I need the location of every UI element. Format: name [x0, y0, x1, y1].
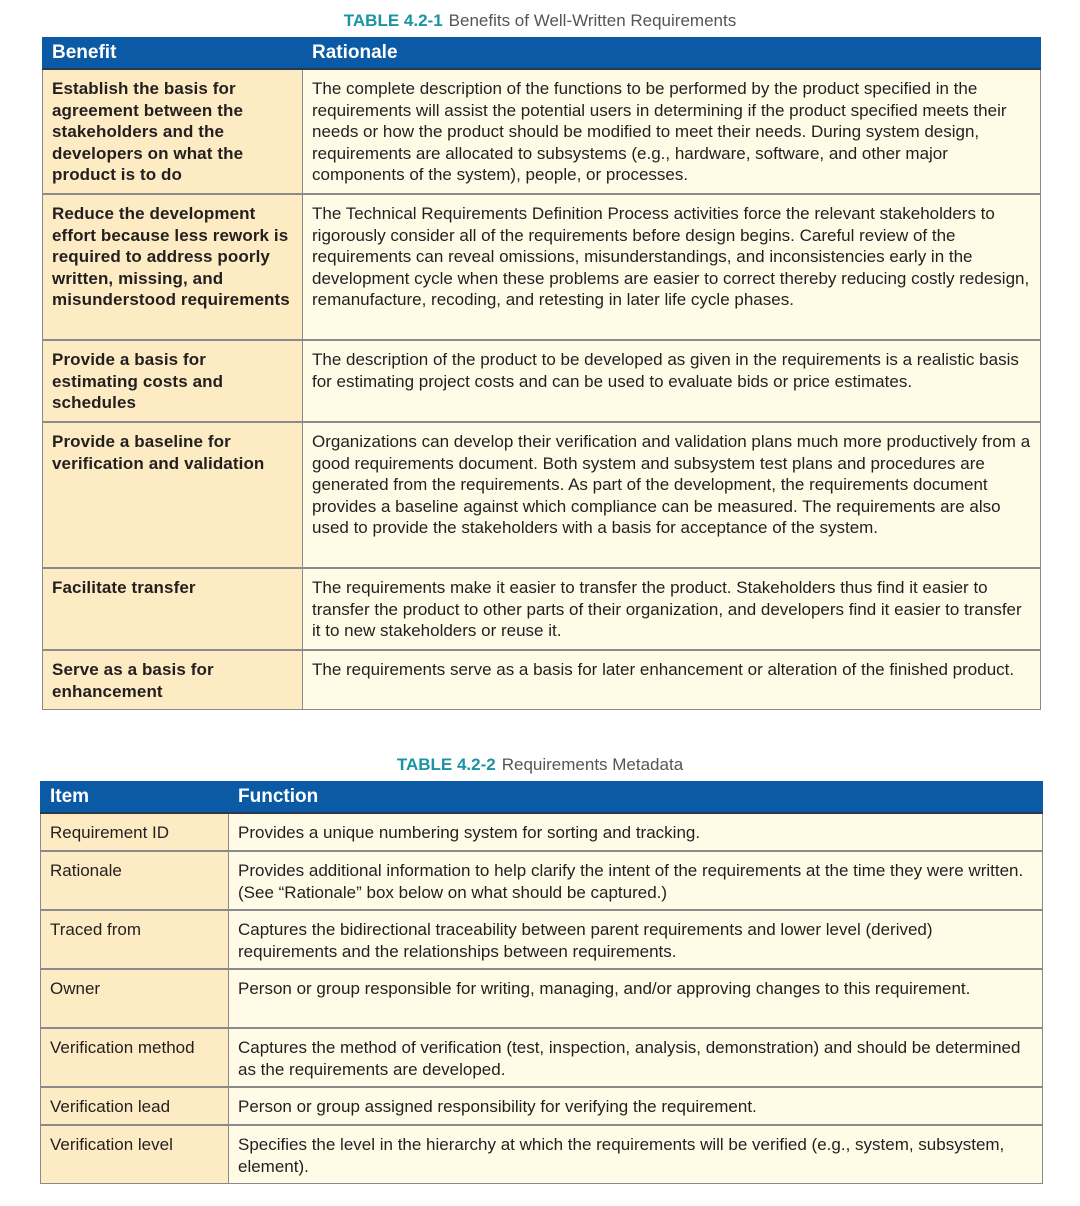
table-row	[43, 568, 1041, 650]
table2-caption	[0, 755, 1080, 775]
table-row	[43, 69, 1041, 194]
rationale-cell: The requirements make it easier to transfer the product. Stakeholders thus find it easier to transfer the product to other parts of their organization, and developers find it easier to transfer it to new stakeholders or reuse it.	[303, 568, 1041, 650]
benefit-cell: Reduce the development effort because less rework is required to address poorly written, missing, and misunderstood requirements	[43, 194, 303, 340]
rationale-cell: The Technical Requirements Definition Process activities force the relevant stakeholders to rigorously consider all of the requirements before design begins. Careful review of the requirements can reveal omissions, misunderstandings, and inconsistencies early in the development cycle when these problems are easier to correct thereby reducing costly redesign, remanufacture, recoding, and retesting in later life cycle phases.	[303, 194, 1041, 340]
function-cell: Captures the method of verification (test, inspection, analysis, demonstration) and should be determined as the requirements are developed.	[229, 1028, 1043, 1087]
table1-caption-number: TABLE 4.2-1	[343, 11, 443, 30]
table2-caption-number: TABLE 4.2-2	[396, 755, 496, 774]
table-row	[41, 1028, 1043, 1087]
function-cell: Provides a unique numbering system for sorting and tracking.	[229, 813, 1043, 851]
benefit-cell: Serve as a basis for enhancement	[43, 650, 303, 710]
item-cell: Traced from	[41, 910, 229, 969]
column-header-rationale: Rationale	[303, 38, 1041, 70]
table-row	[41, 910, 1043, 969]
column-header-function: Function	[229, 782, 1043, 814]
function-cell: Person or group responsible for writing, managing, and/or approving changes to this requirement.	[229, 969, 1043, 1028]
function-cell: Provides additional information to help clarify the intent of the requirements at the time they were written. (See “Rationale” box below on what should be captured.)	[229, 851, 1043, 910]
item-cell: Requirement ID	[41, 813, 229, 851]
item-cell: Owner	[41, 969, 229, 1028]
item-cell: Verification lead	[41, 1087, 229, 1125]
table-row	[41, 1125, 1043, 1184]
column-header-benefit: Benefit	[43, 38, 303, 70]
table-row	[43, 650, 1041, 710]
table-header-row	[41, 782, 1043, 814]
function-cell: Person or group assigned responsibility for verifying the requirement.	[229, 1087, 1043, 1125]
requirements-metadata-table	[40, 781, 1043, 1184]
benefit-cell: Establish the basis for agreement between the stakeholders and the developers on what the product is to do	[43, 69, 303, 194]
item-cell: Rationale	[41, 851, 229, 910]
table-row	[41, 813, 1043, 851]
column-header-item: Item	[41, 782, 229, 814]
rationale-cell: Organizations can develop their verification and validation plans much more productively from a good requirements document. Both system and subsystem test plans and procedures are generated from the requirements. As part of the development, the requirements document provides a baseline against which compliance can be measured. The requirements are also used to provide the stakeholders with a basis for acceptance of the system.	[303, 422, 1041, 568]
benefit-cell: Provide a basis for estimating costs and schedules	[43, 340, 303, 422]
table2-caption-title: Requirements Metadata	[501, 755, 684, 774]
function-cell: Specifies the level in the hierarchy at which the requirements will be verified (e.g., system, subsystem, element).	[229, 1125, 1043, 1184]
benefit-cell: Provide a baseline for verification and validation	[43, 422, 303, 568]
function-cell: Captures the bidirectional traceability between parent requirements and lower level (derived) requirements and the relationships between requirements.	[229, 910, 1043, 969]
table-row	[43, 194, 1041, 340]
rationale-cell: The complete description of the functions to be performed by the product specified in the requirements will assist the potential users in determining if the product specified meets their needs or how the product should be modified to meet their needs. During system design, requirements are allocated to subsystems (e.g., hardware, software, and other major components of the system), people, or processes.	[303, 69, 1041, 194]
table-row	[41, 851, 1043, 910]
rationale-cell: The description of the product to be developed as given in the requirements is a realistic basis for estimating project costs and can be used to evaluate bids or price estimates.	[303, 340, 1041, 422]
item-cell: Verification method	[41, 1028, 229, 1087]
item-cell: Verification level	[41, 1125, 229, 1184]
benefits-table	[42, 37, 1041, 710]
table-row	[43, 340, 1041, 422]
table-row	[43, 422, 1041, 568]
table-row	[41, 969, 1043, 1028]
table1-caption	[0, 11, 1080, 31]
benefit-cell: Facilitate transfer	[43, 568, 303, 650]
rationale-cell: The requirements serve as a basis for later enhancement or alteration of the finished product.	[303, 650, 1041, 710]
table-header-row	[43, 38, 1041, 70]
table1-caption-title: Benefits of Well-Written Requirements	[448, 11, 737, 30]
table-row	[41, 1087, 1043, 1125]
